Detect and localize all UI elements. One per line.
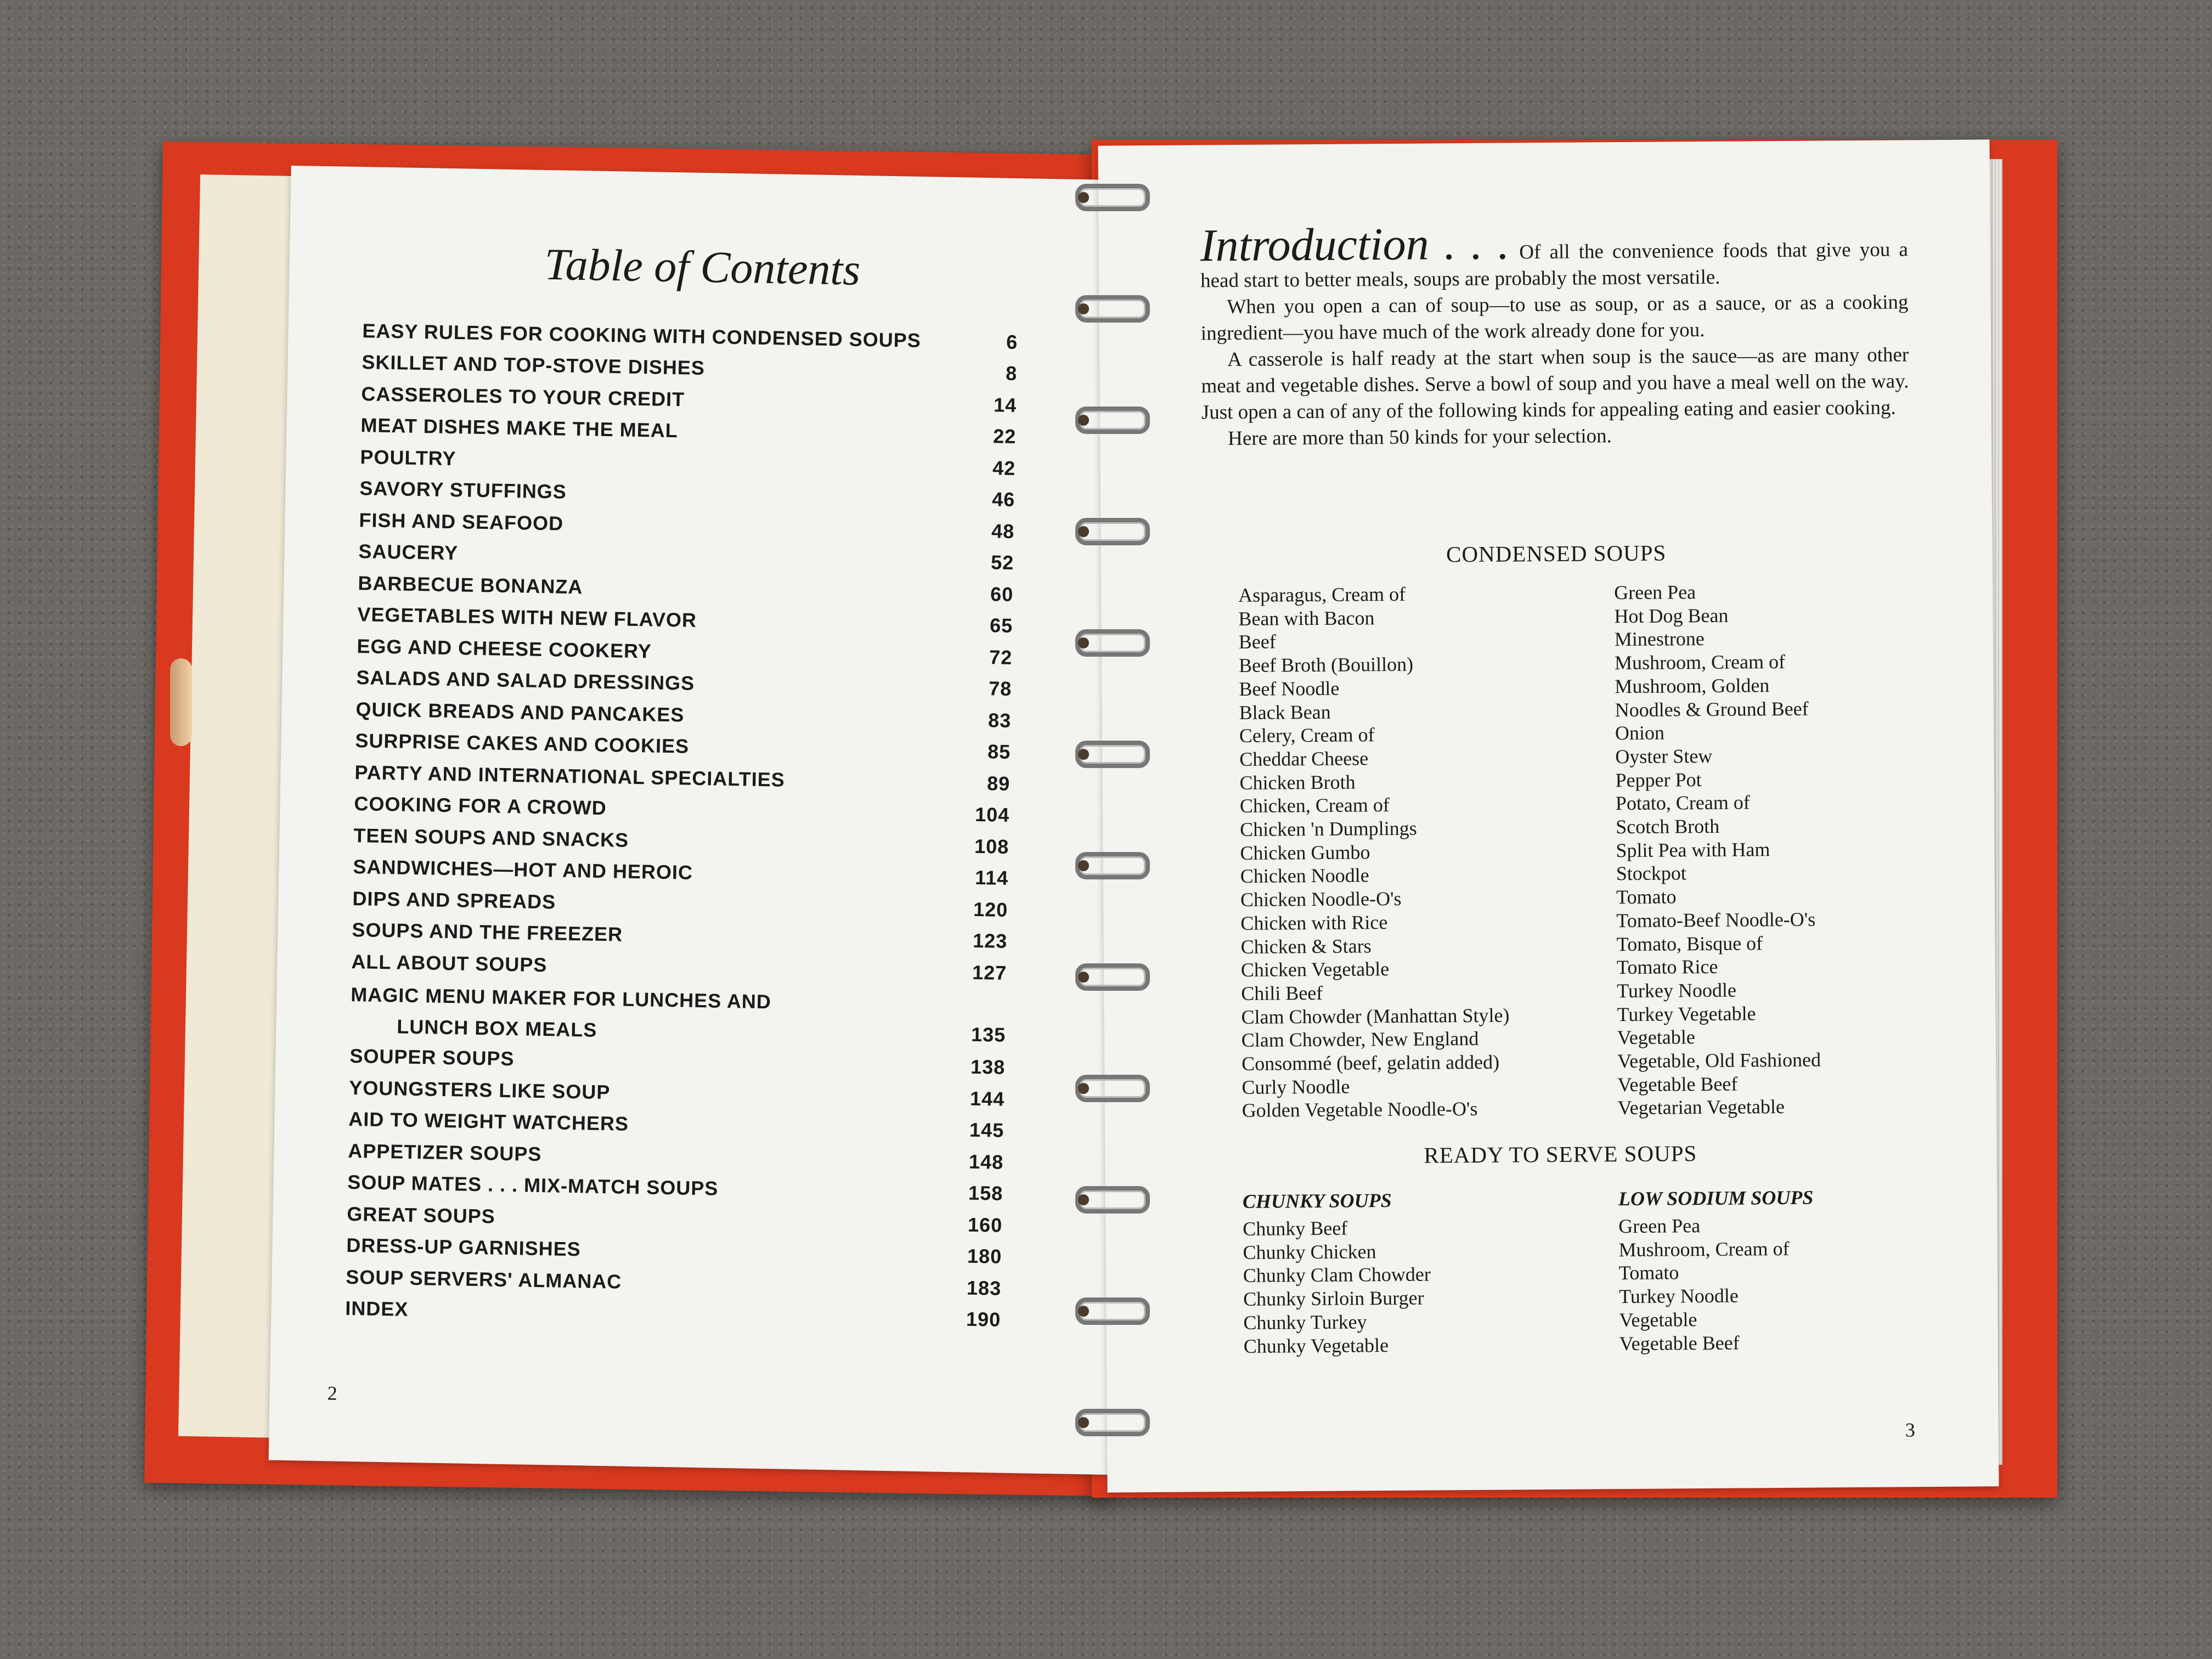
toc-entry-label-line2: LUNCH BOX MEALS — [397, 1014, 597, 1041]
intro-paragraph-1: Of all the convenience foods that give you a head start to better meals, soups are probably the most versatile. — [1200, 238, 1908, 292]
chunky-soups-list — [1243, 1216, 1431, 1358]
soup-item: Chunky Beef — [1243, 1217, 1348, 1240]
toc-entry-page: 6 — [1006, 330, 1018, 353]
soup-item: Turkey Noodle — [1617, 979, 1737, 1002]
toc-entry-page: 8 — [1005, 362, 1018, 385]
soup-item: Black Bean — [1239, 701, 1331, 724]
toc-entry-page: 14 — [993, 393, 1017, 416]
intro-paragraph-3: A casserole is half ready at the start when soup is the sauce—as are many other meat and vegetable dishes. Serve a bowl of soup and you have a meal well on the way. Just open a can of any of the following kinds for appealing eating and easier cooking. — [1201, 343, 1909, 424]
soup-item: Green Pea — [1614, 581, 1696, 604]
toc-entry-page: 72 — [989, 645, 1013, 669]
toc-entry-page: 160 — [967, 1213, 1003, 1237]
soup-item: Chicken Vegetable — [1240, 958, 1390, 981]
soup-item: Chicken Noodle — [1240, 864, 1369, 888]
soup-item: Cheddar Cheese — [1239, 747, 1369, 770]
soup-item: Green Pea — [1618, 1215, 1701, 1238]
soup-item: Beef Broth (Bouillon) — [1238, 653, 1414, 677]
soup-item: Pepper Pot — [1615, 768, 1702, 791]
soup-item: Vegetable Beef — [1617, 1073, 1738, 1096]
condensed-soups-heading: CONDENSED SOUPS — [1446, 540, 1667, 567]
toc-entry-label: SANDWICHES—HOT AND HEROIC — [353, 855, 693, 884]
toc-entry-label: DRESS-UP GARNISHES — [346, 1234, 582, 1261]
toc-entry-label: SOUPS AND THE FREEZER — [352, 918, 623, 946]
low-sodium-soups-heading: LOW SODIUM SOUPS — [1618, 1186, 1814, 1210]
soup-item: Chicken with Rice — [1240, 911, 1388, 934]
toc-entry-page: 89 — [986, 771, 1011, 795]
soup-item: Vegetable Beef — [1619, 1331, 1740, 1355]
toc-entry-label: SOUP SERVERS' ALMANAC — [346, 1265, 622, 1293]
punch-hole — [1078, 860, 1089, 871]
toc-entry-label: CASSEROLES TO YOUR CREDIT — [361, 382, 685, 411]
toc-entry-page: 60 — [990, 582, 1014, 606]
intro-paragraph-4: Here are more than 50 kinds for your selection. — [1228, 425, 1612, 450]
soup-item: Chunky Turkey — [1243, 1311, 1367, 1334]
toc-entry-label: YOUNGSTERS LIKE SOUP — [349, 1076, 611, 1103]
punch-hole — [1078, 637, 1089, 648]
toc-entry-label: SALADS AND SALAD DRESSINGS — [356, 666, 695, 695]
toc-entry-page: 120 — [973, 898, 1008, 921]
punch-hole — [1078, 1083, 1089, 1094]
left-page — [269, 166, 1131, 1475]
soup-item: Bean with Bacon — [1238, 606, 1375, 630]
soup-item: Beef Noodle — [1239, 677, 1340, 700]
toc-entry-page: 46 — [991, 488, 1015, 511]
soup-item: Potato, Cream of — [1615, 791, 1750, 815]
toc-entry-label: INDEX — [345, 1297, 409, 1321]
soup-item: Tomato — [1618, 1261, 1679, 1284]
soup-item: Clam Chowder (Manhattan Style) — [1241, 1004, 1510, 1028]
intro-paragraph-2: When you open a can of soup—to use as soup, or as a sauce, or as a cooking ingredient—you have much of the work already done for you. — [1200, 291, 1909, 345]
toc-entry-page: 83 — [988, 708, 1012, 732]
toc-entry-page: 158 — [968, 1181, 1003, 1205]
toc-entry — [350, 977, 1007, 1052]
condensed-list-left — [1238, 582, 1510, 1123]
toc-entry-label: VEGETABLES WITH NEW FLAVOR — [357, 603, 697, 632]
toc-entry-label — [350, 977, 772, 1048]
toc-entry-label: SURPRISE CAKES AND COOKIES — [355, 729, 690, 758]
punch-hole — [1078, 526, 1089, 537]
soup-item: Tomato Rice — [1616, 956, 1718, 979]
toc-entry-label: MEAT DISHES MAKE THE MEAL — [360, 414, 679, 442]
toc-title: Table of Contents — [544, 239, 861, 295]
soup-item: Chicken, Cream of — [1239, 794, 1390, 817]
toc-entry-label: POULTRY — [360, 445, 456, 470]
toc-entry-label: SOUPER SOUPS — [349, 1045, 515, 1070]
toc-entry-page: 148 — [968, 1150, 1004, 1173]
ready-to-serve-heading: READY TO SERVE SOUPS — [1424, 1141, 1697, 1168]
soup-item: Vegetable — [1617, 1026, 1695, 1049]
soup-item: Vegetarian Vegetable — [1617, 1096, 1785, 1119]
soup-item: Stockpot — [1616, 862, 1686, 885]
toc-entry-page: 52 — [990, 551, 1014, 574]
soup-item: Chunky Clam Chowder — [1243, 1263, 1431, 1287]
toc-entry-label: SOUP MATES . . . MIX-MATCH SOUPS — [347, 1171, 719, 1200]
toc-entry-label: ALL ABOUT SOUPS — [351, 950, 548, 976]
intro-title: Introduction . . . — [1200, 218, 1510, 272]
soup-item: Vegetable, Old Fashioned — [1617, 1048, 1821, 1073]
punch-hole — [1078, 415, 1089, 426]
soup-item: Mushroom, Golden — [1615, 674, 1770, 697]
chunky-soups-heading: CHUNKY SOUPS — [1242, 1189, 1392, 1212]
punch-hole — [1078, 1194, 1089, 1205]
toc-entry-page: 180 — [967, 1244, 1002, 1268]
toc-entry-page: 138 — [970, 1055, 1006, 1079]
soup-item: Oyster Stew — [1615, 744, 1713, 768]
soup-item: Consommé (beef, gelatin added) — [1241, 1051, 1500, 1075]
soup-item: Noodles & Ground Beef — [1615, 697, 1809, 721]
condensed-list-right — [1614, 580, 1821, 1120]
soup-item: Chunky Sirloin Burger — [1243, 1286, 1424, 1311]
toc-entry-page: 65 — [989, 614, 1013, 637]
toc-entry-label: BARBECUE BONANZA — [358, 571, 583, 598]
toc-entry-label-line1: MAGIC MENU MAKER FOR LUNCHES AND — [351, 983, 772, 1013]
toc-entry-label: EGG AND CHEESE COOKERY — [357, 634, 652, 663]
soup-item: Asparagus, Cream of — [1238, 583, 1406, 606]
toc-entry-page: 42 — [992, 456, 1016, 479]
toc-entry-page: 78 — [988, 677, 1012, 701]
intro-block — [1200, 218, 1910, 452]
cover-photo-strip — [170, 658, 192, 746]
page-number-right: 3 — [1905, 1419, 1915, 1441]
toc-entry-page: 135 — [970, 1023, 1006, 1046]
toc-entry-page: 183 — [966, 1276, 1002, 1300]
soup-item: Chicken Broth — [1239, 771, 1356, 794]
soup-item: Tomato, Bisque of — [1616, 932, 1763, 955]
soup-item: Chunky Chicken — [1243, 1240, 1376, 1263]
soup-item: Split Pea with Ham — [1616, 838, 1770, 861]
soup-item: Beef — [1238, 630, 1276, 653]
toc-entry-page: 114 — [974, 866, 1009, 890]
soup-item: Turkey Noodle — [1618, 1284, 1739, 1308]
soup-item: Chicken & Stars — [1240, 934, 1372, 958]
toc-entry-page: 48 — [991, 519, 1015, 543]
toc-entry-label: APPETIZER SOUPS — [348, 1139, 542, 1165]
soup-item: Curly Noodle — [1242, 1075, 1350, 1098]
soup-item: Mushroom, Cream of — [1614, 651, 1786, 674]
toc-entry-label: EASY RULES FOR COOKING WITH CONDENSED SOUPS — [362, 319, 922, 352]
soup-item: Chicken Noodle-O's — [1240, 888, 1402, 911]
soup-item: Chili Beef — [1241, 981, 1323, 1005]
soup-item: Scotch Broth — [1616, 815, 1720, 838]
toc-entry-label: SAUCERY — [358, 540, 459, 565]
punch-hole — [1078, 749, 1089, 760]
toc-entry-page: 127 — [972, 961, 1007, 984]
soup-item: Clam Chowder, New England — [1241, 1028, 1479, 1052]
toc-entry-page: 108 — [974, 834, 1009, 858]
soup-item: Golden Vegetable Noodle-O's — [1242, 1098, 1478, 1122]
toc-entry-label: SAVORY STUFFINGS — [359, 477, 567, 503]
toc-entry-label: GREAT SOUPS — [347, 1202, 496, 1228]
toc-entry-label: AID TO WEIGHT WATCHERS — [348, 1108, 629, 1136]
soup-item: Chicken 'n Dumplings — [1240, 817, 1417, 840]
soup-item: Hot Dog Bean — [1614, 604, 1729, 627]
punch-hole — [1078, 1306, 1089, 1317]
toc-list — [345, 315, 1018, 1336]
soup-item: Tomato — [1616, 885, 1677, 909]
punch-hole — [1078, 972, 1089, 983]
toc-entry-label: SKILLET AND TOP-STOVE DISHES — [362, 351, 706, 380]
soup-item: Tomato-Beef Noodle-O's — [1616, 908, 1816, 932]
toc-entry-page: 145 — [969, 1118, 1005, 1142]
toc-entry-label: COOKING FOR A CROWD — [354, 792, 607, 820]
soup-item: Vegetable — [1619, 1308, 1697, 1331]
punch-hole — [1078, 1417, 1089, 1428]
soup-item: Onion — [1615, 721, 1665, 744]
page-number-left: 2 — [327, 1382, 338, 1404]
punch-hole — [1078, 303, 1089, 314]
soup-item: Mushroom, Cream of — [1618, 1237, 1790, 1261]
toc-entry-page: 85 — [987, 740, 1011, 764]
low-sodium-soups-list — [1618, 1214, 1790, 1355]
toc-entry-label: QUICK BREADS AND PANCAKES — [356, 697, 685, 726]
soup-item: Celery, Cream of — [1239, 724, 1375, 747]
soup-item: Turkey Vegetable — [1617, 1002, 1756, 1025]
toc-entry-page: 123 — [972, 929, 1008, 953]
toc-entry-page: 22 — [992, 425, 1017, 448]
right-page — [1098, 139, 1999, 1492]
toc-entry-label: DIPS AND SPREADS — [352, 887, 556, 913]
punch-hole — [1078, 192, 1089, 203]
toc-entry-label: FISH AND SEAFOOD — [359, 508, 564, 535]
toc-entry-page: 190 — [966, 1307, 1001, 1331]
toc-entry-label: PARTY AND INTERNATIONAL SPECIALTIES — [354, 760, 786, 791]
soup-item: Chicken Gumbo — [1240, 841, 1370, 864]
soup-item: Minestrone — [1614, 628, 1705, 651]
soup-item: Chunky Vegetable — [1243, 1334, 1389, 1357]
toc-entry-page: 144 — [969, 1087, 1005, 1110]
toc-entry-page: 104 — [974, 803, 1010, 827]
toc-entry-label: TEEN SOUPS AND SNACKS — [353, 823, 629, 851]
